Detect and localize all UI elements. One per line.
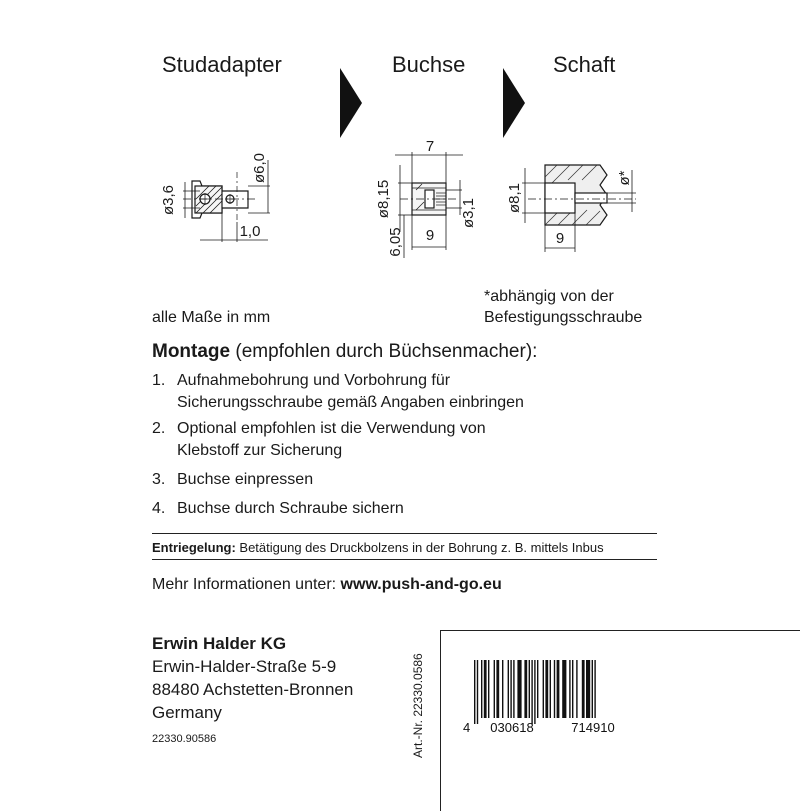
barcode-bar bbox=[576, 660, 577, 718]
website-link[interactable]: www.push-and-go.eu bbox=[340, 576, 502, 593]
release-label: Entriegelung: bbox=[152, 540, 236, 555]
step-text: Buchse einpressen bbox=[177, 471, 314, 488]
document-number: 22330.90586 bbox=[152, 733, 217, 745]
barcode-bar bbox=[494, 660, 495, 718]
release-note bbox=[152, 540, 604, 555]
dim-schaft-d81: ø8,1 bbox=[506, 182, 523, 214]
barcode-graphic bbox=[460, 660, 640, 740]
barcode-bar bbox=[592, 660, 593, 718]
barcode-bar bbox=[496, 660, 499, 718]
barcode-bar bbox=[543, 660, 544, 718]
barcode-bar bbox=[554, 660, 555, 718]
barcode-bar bbox=[508, 660, 509, 718]
step-text: Buchse durch Schraube sichern bbox=[177, 500, 404, 517]
barcode-group-1: 030618 bbox=[490, 720, 534, 735]
barcode-bar bbox=[502, 660, 503, 718]
dim-buchse-d815: ø8,15 bbox=[375, 179, 392, 219]
dim-studadapter-len: 1,0 bbox=[239, 223, 261, 240]
step-number: 4. bbox=[152, 500, 166, 517]
barcode-bar bbox=[484, 660, 487, 718]
barcode-bar bbox=[572, 660, 573, 718]
barcode-bar bbox=[586, 660, 590, 718]
dim-studadapter-d60: ø6,0 bbox=[251, 152, 268, 184]
dim-studadapter-d36: ø3,6 bbox=[160, 184, 177, 216]
barcode-bar bbox=[524, 660, 527, 718]
divider-bottom bbox=[152, 559, 657, 560]
step-number: 1. bbox=[152, 372, 166, 389]
barcode-bar bbox=[582, 660, 585, 718]
barcode-bar bbox=[513, 660, 514, 718]
barcode-bar bbox=[517, 660, 521, 718]
barcode-bar bbox=[562, 660, 566, 718]
barcode-bar bbox=[594, 660, 595, 718]
barcode-bar bbox=[545, 660, 548, 718]
heading-schaft: Schaft bbox=[553, 52, 616, 77]
barcode-bar bbox=[531, 660, 532, 724]
barcode-group-2: 714910 bbox=[571, 720, 615, 735]
dim-buchse-left: 6,05 bbox=[387, 227, 404, 257]
step-number: 2. bbox=[152, 420, 166, 437]
more-info-label: Mehr Informationen unter: bbox=[152, 576, 341, 593]
barcode-first-digit: 4 bbox=[463, 720, 471, 735]
step-text: Aufnahmebohrung und Vorbohrung für Sicherungsschraube gemäß Angaben einbringen bbox=[177, 372, 524, 411]
list-item bbox=[152, 498, 532, 520]
barcode-bar bbox=[488, 660, 489, 718]
article-number: Art.-Nr. 22330.0586 bbox=[411, 653, 425, 758]
step-text: Optional empfohlen ist die Verwendung von Klebstoff zur Sicherung bbox=[177, 420, 486, 459]
more-info bbox=[152, 576, 502, 594]
list-item bbox=[152, 370, 532, 414]
barcode-bar bbox=[569, 660, 570, 718]
release-text: Betätigung des Druckbolzens in der Bohrung z. B. mittels Inbus bbox=[235, 540, 604, 555]
list-item bbox=[152, 469, 532, 491]
dim-schaft-dstar: ø* bbox=[616, 170, 633, 186]
step-arrow-icon bbox=[340, 68, 362, 138]
barcode-bar bbox=[477, 660, 478, 724]
list-item bbox=[152, 418, 532, 462]
dim-schaft-bottom: 9 bbox=[555, 230, 565, 247]
company-country: Germany bbox=[152, 703, 222, 722]
barcode-bar bbox=[529, 660, 530, 718]
divider-top bbox=[152, 533, 657, 534]
barcode-bar bbox=[534, 660, 535, 724]
technical-drawings bbox=[0, 0, 800, 300]
barcode-bar bbox=[474, 660, 475, 724]
note-star-line2: Befestigungsschraube bbox=[484, 309, 643, 326]
note-units: alle Maße in mm bbox=[152, 309, 271, 326]
dim-buchse-top: 7 bbox=[425, 138, 435, 155]
note-star-line1: *abhängig von der bbox=[484, 288, 614, 305]
company-address bbox=[152, 632, 353, 724]
dim-buchse-bottom: 9 bbox=[425, 227, 435, 244]
step-number: 3. bbox=[152, 471, 166, 488]
barcode-bar bbox=[481, 660, 482, 718]
montage-title-bold: Montage bbox=[152, 341, 231, 362]
company-city: 88480 Achstetten-Bronnen bbox=[152, 680, 354, 699]
company-street: Erwin-Halder-Straße 5-9 bbox=[152, 657, 337, 676]
barcode-bar bbox=[537, 660, 538, 718]
dim-buchse-d31: ø3,1 bbox=[460, 197, 477, 229]
barcode-bar bbox=[557, 660, 560, 718]
montage-title bbox=[152, 341, 537, 363]
step-arrow-icon bbox=[503, 68, 525, 138]
barcode-bar bbox=[510, 660, 511, 718]
barcode-bar bbox=[550, 660, 551, 718]
montage-title-rest: (empfohlen durch Büchsenmacher): bbox=[230, 341, 538, 362]
heading-buchse: Buchse bbox=[392, 52, 466, 77]
heading-studadapter: Studadapter bbox=[162, 52, 282, 77]
company-name: Erwin Halder KG bbox=[152, 634, 287, 653]
